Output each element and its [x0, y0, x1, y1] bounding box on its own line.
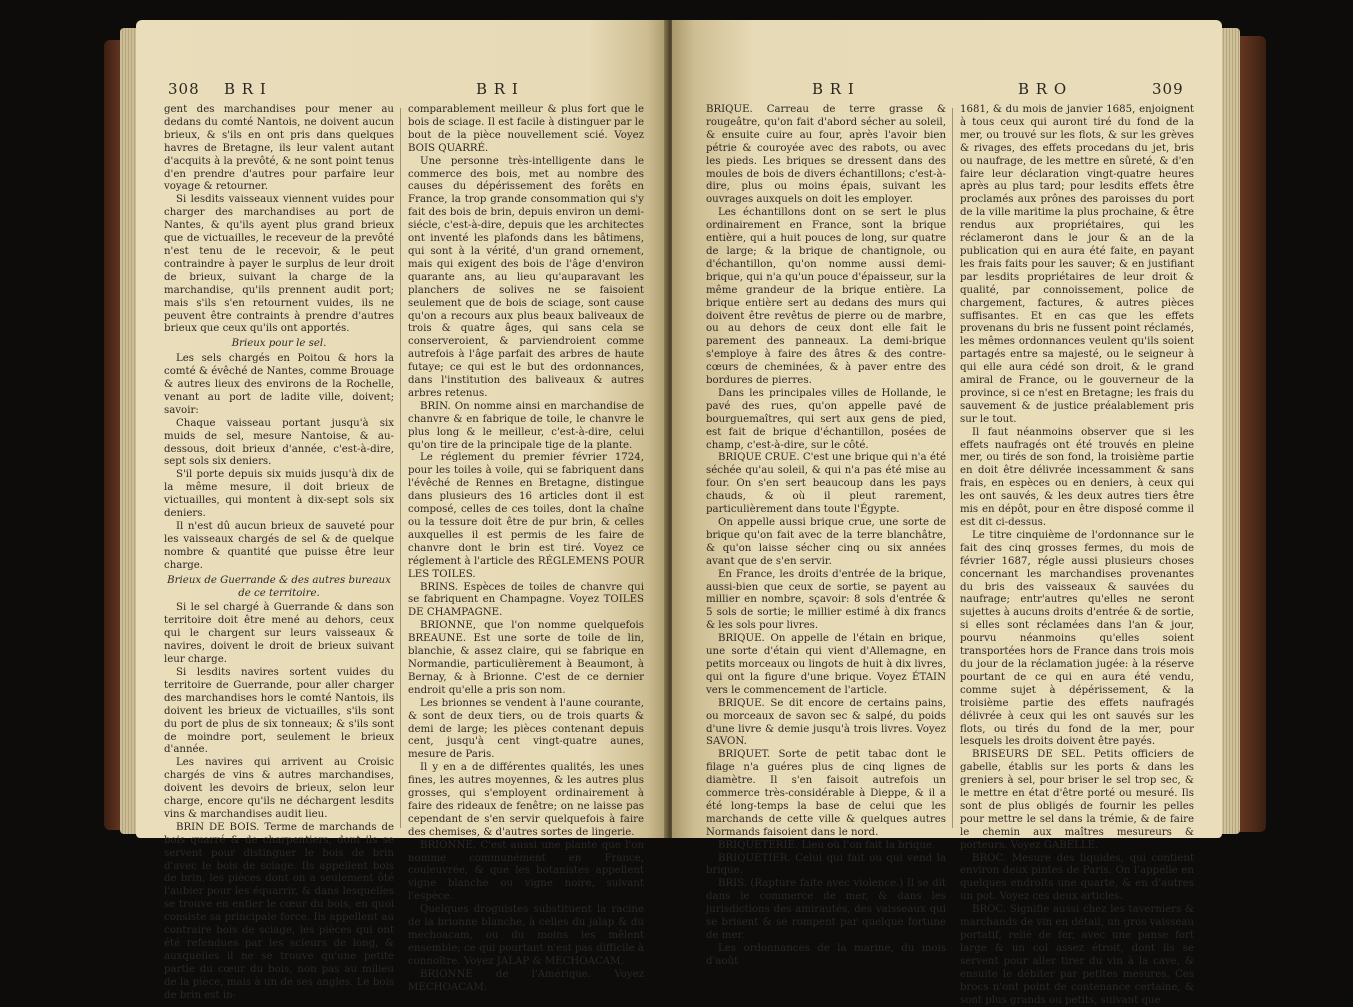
paragraph: On appelle aussi brique crue, une sorte de brique qu'on fait avec de la terre blanchâtre, & qu'on laisse sécher cinq ou six années avant que de s'en servir. [706, 517, 946, 567]
left-page-column-1 [164, 104, 394, 1003]
paragraph: BROC. Mesure des liquides, qui contient environ deux pintes de Paris. On l'appelle en quelques endroits une quarte, & en d'autres un pot. Voyez ces deux articles. [960, 852, 1194, 903]
paragraph: BRIQUE CRUE. C'est une brique qui n'a été séchée qu'au soleil, & qui n'a pas été mise au four. On s'en sert beaucoup dans les pays chauds, & où il pleut rarement, particulièrement dans toute l'Égypte. [706, 452, 946, 516]
paragraph: En France, les droits d'entrée de la brique, aussi-bien que ceux de sortie, se payent au millier en nombre, sçavoir: 8 sols d'entrée & 5 sols de sortie; le millier estimé à dix francs & les sols pour livres. [706, 568, 946, 632]
paragraph: Les brionnes se vendent à l'aune courante, & sont de deux tiers, ou de trois quarts & demi de large; les pièces contenant depuis cent, jusqu'à cent vingt-quatre aunes, mesure de Paris. [408, 697, 644, 761]
paragraph: BRIQUE. Carreau de terre grasse & rougeâtre, qu'on fait d'abord sécher au soleil, & ensuite cuire au four, après l'avoir bien pétrie & couroyée avec des rabots, ou avec les pieds. Les briques se dressent dans des moules de bois de divers échantillons; c'est-à-dire, plus ou moins épais, suivant les ouvrages auxquels on doit les employer. [706, 104, 946, 206]
page-number-right: 309 [1152, 80, 1184, 98]
paragraph: Il y en a de différentes qualités, les unes fines, les autres moyennes, & les autres plus grosses, qui s'employent ordinairement à faire des rideaux de fenêtre; on ne laisse pas cependant de s'en servir quelquefois à faire des chemises, & d'autres sortes de lingerie. [408, 762, 644, 838]
paragraph: Les échantillons dont on se sert le plus ordinairement en France, sont la brique entière, qui a huit pouces de long, sur quatre de large; & la brique de chantignole, ou d'échantillon, qu'on nomme aussi demi-brique, qui n'a qu'un pouce d'épaisseur, sur la même grandeur de la brique entière. La brique entière sert au dedans des murs qui doivent être revêtus de pierre ou de marbre, ou au dehors de ceux dont elle fait le parement des panneaux. La demi-brique s'employe à faire des âtres & des contre-cœurs de cheminées, & à paver entre des bordures de pierres. [706, 207, 946, 387]
paragraph: Les sels chargés en Poitou & hors la comté & évêché de Nantes, comme Brouage & autres lieux des environs de la Rochelle, venant au port de ladite ville, doivent; savoir: [164, 353, 394, 416]
paragraph: BRIQUETIER. Celui qui fait ou qui vend la brique. [706, 852, 946, 877]
paragraph: Le titre cinquième de l'ordonnance sur le fait des cinq grosses fermes, du mois de février 1687, régle aussi plusieurs choses concernant les marchandises provenantes du bris des vaisseaux & sauvées du naufrage; entr'autres qu'elles ne seront sujettes à aucuns droits d'entrée & de sortie, si elles sont réclamées dans l'an & jour, pourvu néanmoins qu'elles soient transportées hors de France dans trois mois du jour de la réclamation jugée: à la réserve pourtant de ce qui en aura été vendu, comme sujet à dépérissement, & la troisième partie des effets naufragés délivrée à ceux qui les ont sauvés sur les flots, ou tirés du fond de la mer, pour lesquels les droits doivent être payés. [960, 529, 1194, 748]
paragraph: comparablement meilleur & plus fort que le bois de sciage. Il est facile à distinguer par le bout de la pièce nouvellement scié. Voyez BOIS QUARRÉ. [408, 104, 644, 154]
running-head-left-col1: B R I [224, 80, 267, 98]
paragraph: Brieux de Guerrande & des autres bureaux de ce territoire. [167, 574, 391, 599]
paragraph: Une personne très-intelligente dans le commerce des bois, met au nombre des causes du dépérissement des forêts en France, la trop grande consommation qui s'y fait des bois de brin, depuis environ un demi-siécle, c'est-à-dire, depuis que les architectes ont inventé les plafonds dans les bâtimens, qui sont à la vérité, d'un grand ornement, mais qui exigent des bois de l'âge d'environ quarante ans, au lieu qu'auparavant les planchers de solives ne se faisoient seulement que de bois de sciage, sont cause qu'on a recours aux plus beaux baliveaux de trois & quatre âges, qui sans cela se conserveroient, & parviendroient comme autrefois à l'âge parfait des arbres de haute futaye; ce qui est le but des ordonnances, dans l'institution des baliveaux & autres arbres retenus. [408, 155, 644, 399]
running-head-right-col2: B R O [1018, 80, 1068, 98]
page-number-left: 308 [168, 80, 200, 98]
paragraph: BRIS. (Rapture faite avec violence.) Il se dit dans le commerce de mer, & dans les jurisdictions des amirautés, des vaisseaux qui se brisent & se rompent par quelque fortune de mer. [706, 878, 946, 941]
paragraph: Il faut néanmoins observer que si les effets naufragés ont été trouvés en pleine mer, ou tirés de son fond, la troisième partie en doit être délivrée incessamment & sans frais, en espèces ou en deniers, à ceux qui les ont sauvés, & les deux autres tiers être mis en dépôt, pour en être disposé comme il est dit ci-dessus. [960, 426, 1194, 528]
paragraph: Brieux pour le sel. [231, 338, 327, 350]
paragraph: BRIQUE. On appelle de l'étain en brique, une sorte d'étain qui vient d'Allemagne, en petits morceaux ou lingots de huit à dix livres, qui ont la figure d'une brique. Voyez ÉTAIN vers le commencement de l'article. [706, 633, 946, 696]
left-page-column-2 [408, 104, 644, 995]
paragraph: Chaque vaisseau portant jusqu'à six muids de sel, mesure Nantoise, & au-dessous, doit brieux d'année, c'est-à-dire, sept sols six deniers. [164, 417, 394, 468]
paragraph: Quelques droguistes substituent la racine de la brionne blanche, à celles du jalap & du mechoacam, ou du moins les mêlent ensemble; ce qui pourtant n'est pas difficile à connoître. Voyez JALAP & MECHOACAM. [408, 904, 644, 967]
paragraph: Si lesdits vaisseaux viennent vuides pour charger des marchandises au port de Nantes, & qu'ils ayent plus grand brieux que de victuailles, le receveur de la prevôté n'est tenu de le recevoir, & le peut contraindre à payer le surplus de leur droit de brieux, suivant la charge de la marchandise, qu'ils prennent audit port; mais s'ils s'en retournent vuides, ils ne peuvent être contraints à prendre d'autres brieux que ceux qu'ils ont apportés. [164, 194, 394, 335]
left-page [136, 20, 668, 1001]
paragraph: BRIONNE. C'est aussi une plante que l'on nomme communément en France, couleuvrée, & que les botanistes appellent vigne blanche ou vigne noire, suivant l'espèce. [408, 839, 644, 903]
running-head-right-col1: B R I [812, 80, 855, 98]
book-cover-right [1236, 36, 1266, 832]
paragraph: BROC. Signifie aussi chez les taverniers & marchands de vin en détail, un gros vaisseau portatif, relié de fer, avec une panse fort large & un col assez étroit, dont ils se servent pour aller tirer du vin à la cave, & ensuite le débiter par petites mesures. Ces brocs n'ont point de contenance certaine, & sont plus grands ou petits, suivant que [960, 904, 1194, 1006]
paragraph: gent des marchandises pour mener au dedans du comté Nantois, ne doivent aucun brieux, & s'ils en ont pris dans quelques havres de Bretagne, ils leur valent autant d'acquits à la prevôté, & ne sont point tenus d'en prendre d'autres pour parfaire leur voyage & retourner. [164, 104, 394, 193]
paragraph: BRIN DE BOIS. Terme de marchands de bois quarré & de charpentiers, dont ils se servent pour distinguer le bois de brin d'avec le bois de sciage. Ils appellent bois de brin, les pièces dont on a seulement ôté l'aubier pour les équarrir, & dans lesquelles se trouve en entier le cœur du bois, en quoi consiste sa principale force. Ils appellent au contraire bois de sciage, les pièces qui ont été refendues par les scieurs de long, & auxquelles il ne se trouve qu'une petite partie du cœur du bois, non pas au milieu de la pièce, mais à un de ses angles. Le bois de brin est in- [164, 821, 394, 1001]
open-book [8, 6, 1345, 1006]
paragraph: BRINS. Espèces de toiles de chanvre qui se fabriquent en Champagne. Voyez TOILES DE CHAMPAGNE. [408, 581, 644, 619]
right-page-column-1 [706, 104, 946, 969]
paragraph: Les ordonnances de la marine, du mois d'août [706, 942, 946, 967]
column-rule [952, 108, 953, 828]
right-page-column-2 [960, 104, 1194, 1007]
paragraph: Dans les principales villes de Hollande, le pavé des rues, qu'on appelle pavé de bourguemaîtres, qui sert aux gens de pied, est fait de brique d'échantillon, posées de champ, c'est-à-dire, sur le côté. [706, 387, 946, 451]
paragraph: BRISEURS DE SEL. Petits officiers de gabelle, établis sur les ports & dans les greniers à sel, pour briser le sel trop sec, & le mettre en état d'être porté ou mesuré. Ils sont de plus obligés de fournir les pelles pour mettre le sel dans la trémie, & de faire le chemin aux maîtres mesureurs & porteurs. Voyez GABELLE. [960, 749, 1194, 851]
paragraph: BRIONNE, que l'on nomme quelquefois BREAUNE. Est une sorte de toile de lin, blanchie, & assez claire, qui se fabrique en Normandie, particulièrement à Beaumont, à Bernay, & à Brionne. C'est de ce dernier endroit qu'elle a pris son nom. [408, 620, 644, 696]
paragraph: BRIQUETERIE. Lieu où l'on fait la brique. [718, 839, 936, 851]
paragraph: BRIQUET. Sorte de petit tabac dont le filage n'a guéres plus de cinq lignes de diamètre. Il s'en faisoit autrefois un commerce très-considérable à Dieppe, & il a été long-temps la base de celui que les marchands de cette ville & quelques autres Normands faisoient dans le nord. [706, 749, 946, 838]
page-edges-right [1220, 28, 1240, 834]
paragraph: Il n'est dû aucun brieux de sauveté pour les vaisseaux chargés de sel & de quelque nombre & quantité que puisse être leur charge. [164, 521, 394, 571]
paragraph: BRIN. On nomme ainsi en marchandise de chanvre & en fabrique de toile, le chanvre le plus long & le meilleur, c'est-à-dire, celui qu'on tire de la principale tige de la plante. [408, 400, 644, 451]
paragraph: Le réglement du premier février 1724, pour les toiles à voile, qui se fabriquent dans l'évêché de Rennes en Bretagne, distingue dans plusieurs des 16 articles dont il est composé, celles de ces toiles, dont la chaîne ou la tessure doit être de pur brin, & celles auxquelles il est permis de les faire de chanvre dont le brin est tiré. Voyez ce réglement à l'article des RÉGLEMENS POUR LES TOILES. [408, 452, 644, 580]
paragraph: 1681, & du mois de janvier 1685, enjoignent à tous ceux qui auront tiré du fond de la mer, ou trouvé sur les flots, & sur les grèves & rivages, des effets procedans du jet, bris ou naufrage, de les mettre en sûreté, & d'en faire leur déclaration vingt-quatre heures après au plus tard; pour lesdits effets être proclamés aux prônes des paroisses du port de la ville maritime la plus prochaine, & être rendus aux propriétaires, qui les réclameront dans le jour & an de la publication qui en aura été faite, en payant les frais faits pour les sauver; & en justifiant par lesdits propriétaires de leur droit & qualité, par connoissement, police de chargement, factures, & autres pièces suffisantes. Et en cas que les effets provenans du bris ne fussent point réclamés, les mêmes ordonnances veulent qu'ils soient partagés entre sa majesté, ou le seigneur à qui elle aura cédé son droit, & le grand amiral de France, ou le gouverneur de la province, si ce n'est en Bretagne; les frais du sauvement & de justice préalablement pris sur le tout. [960, 104, 1194, 425]
paragraph: Si lesdits navires sortent vuides du territoire de Guerrande, pour aller charger des marchandises hors le comté Nantois, ils doivent les brieux de victuailles, s'ils sont du port de plus de six tonneaux; & s'ils sont de moindre port, seulement le brieux d'année. [164, 666, 394, 756]
paragraph: S'il porte depuis six muids jusqu'à dix de la même mesure, il doit brieux de victuailles, qui montent à dix-sept sols six deniers. [164, 469, 394, 520]
right-page [672, 20, 1222, 1006]
paragraph: BRIONNE de l'Amérique. Voyez MECHOACAM. [408, 968, 644, 993]
column-rule [400, 108, 401, 828]
paragraph: Les navires qui arrivent au Croisic chargés de vins & autres marchandises, doivent les devoirs de brieux, selon leur charge, encore qu'ils ne déchargent lesdits vins & marchandises audit lieu. [164, 757, 394, 820]
paragraph: BRIQUE. Se dit encore de certains pains, ou morceaux de savon sec & salpé, du poids d'une livre & demie jusqu'à trois livres. Voyez SAVON. [706, 697, 946, 748]
running-head-left-col2: B R I [476, 80, 519, 98]
paragraph: Si le sel chargé à Guerrande & dans son territoire doit être mené au dehors, ceux qui le chargent sur leurs vaisseaux & navires, doivent le droit de brieux suivant leur charge. [164, 602, 394, 666]
